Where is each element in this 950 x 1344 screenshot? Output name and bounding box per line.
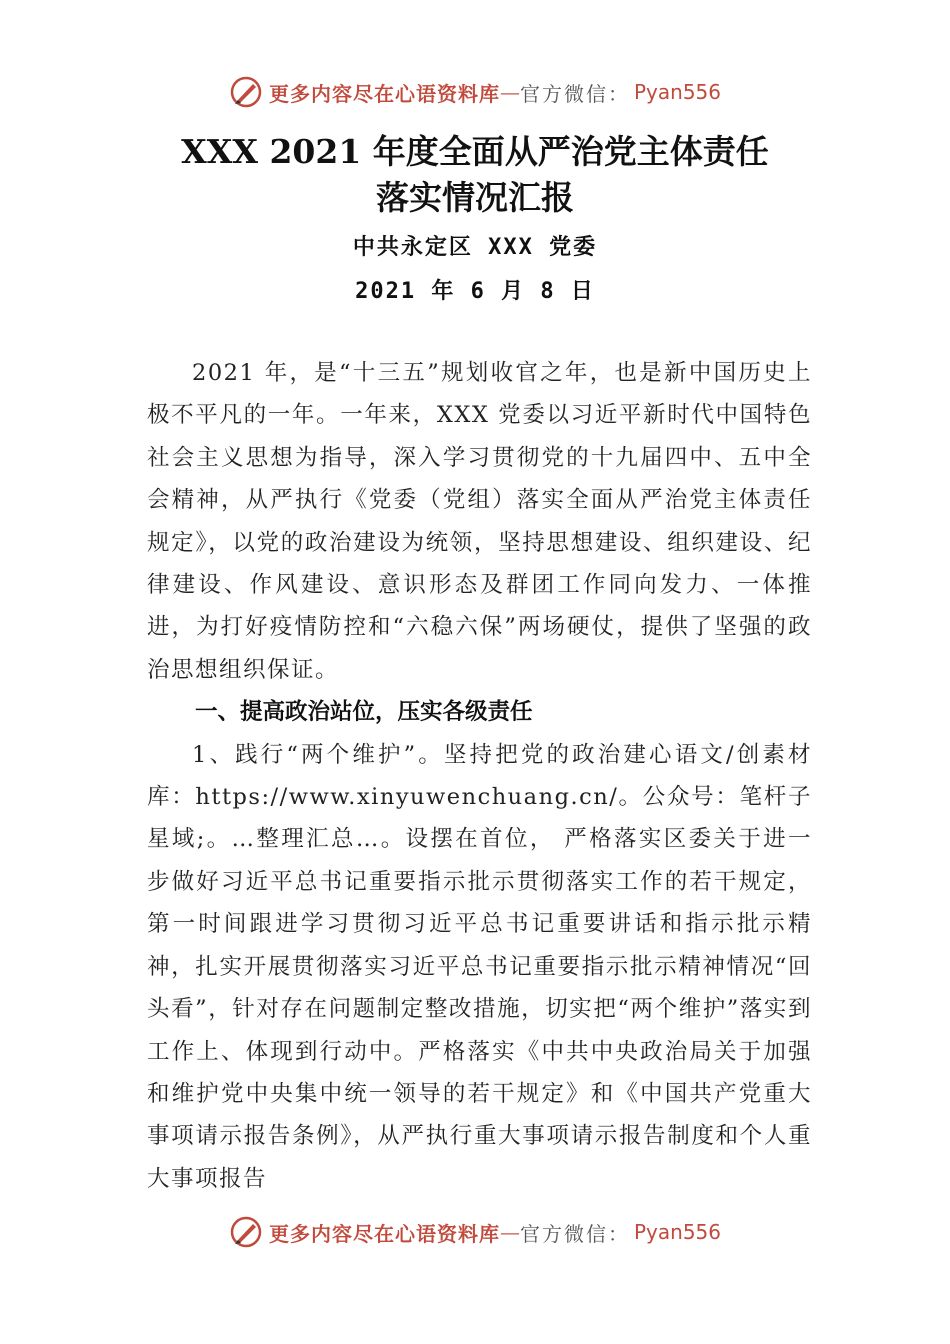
watermark-brand: 更多内容尽在心语资料库 — [268, 1221, 500, 1246]
document-title-line2: 落实情况汇报 — [376, 178, 574, 217]
pen-logo-icon — [229, 1215, 263, 1249]
pen-logo-icon — [229, 75, 263, 109]
watermark-wechat-id: Pyan556 — [633, 1220, 721, 1244]
document-title-line1: XXX 2021 年度全面从严治党主体责任 — [181, 132, 769, 171]
issuing-organization: 中共永定区 XXX 党委 — [352, 235, 598, 260]
document-body — [147, 352, 812, 1200]
watermark-separator: — — [499, 80, 520, 104]
watermark-brand: 更多内容尽在心语资料库 — [268, 81, 500, 106]
watermark-separator: — — [499, 1220, 520, 1244]
document-date: 2021 年 6 月 8 日 — [355, 279, 595, 304]
watermark-wechat-id: Pyan556 — [633, 80, 721, 104]
section-1-paragraph: 1、践行“两个维护”。坚持把党的政治建心语文/创素材库：https://www.xinyuwenchuang.cn/。公众号：笔杆子星域;。…整理汇总…。设摆在首位， 严格落实区委关于进一步做好习近平总书记重要指示批示贯彻落实工作的若干规定，第一时间跟进学习贯彻习近平总书记重要讲话和指示批示精神，扎实开展贯彻落实习近平总书记重要指示批示精神情况“回头看”，针对存在问题制定整改措施，切实把“两个维护”落实到工作上、体现到行动中。严格落实《中共中央政治局关于加强和维护党中央集中统一领导的若干规定》和《中国共产党重大事项请示报告条例》，从严执行重大事项请示报告制度和个人重大事项报告 — [147, 741, 812, 1192]
watermark-official-label: 官方微信： — [519, 1221, 630, 1246]
watermark-footer — [0, 1212, 950, 1252]
intro-paragraph: 2021 年，是“十三五”规划收官之年，也是新中国历史上极不平凡的一年。一年来，XXX 党委以习近平新时代中国特色社会主义思想为指导，深入学习贯彻党的十九届四中、五中全会精神，从严执行《党委（党组）落实全面从严治党主体责任规定》，以党的政治建设为统领，坚持思想建设、组织建设、纪律建设、作风建设、意识形态及群团工作同向发力、一体推进，为打好疫情防控和“六稳六保”两场硬仗，提供了坚强的政治思想组织保证。 — [147, 360, 812, 683]
watermark-header — [0, 72, 950, 112]
section-heading-1: 一、提高政治站位，压实各级责任 — [195, 699, 533, 726]
watermark-official-label: 官方微信： — [519, 81, 630, 106]
